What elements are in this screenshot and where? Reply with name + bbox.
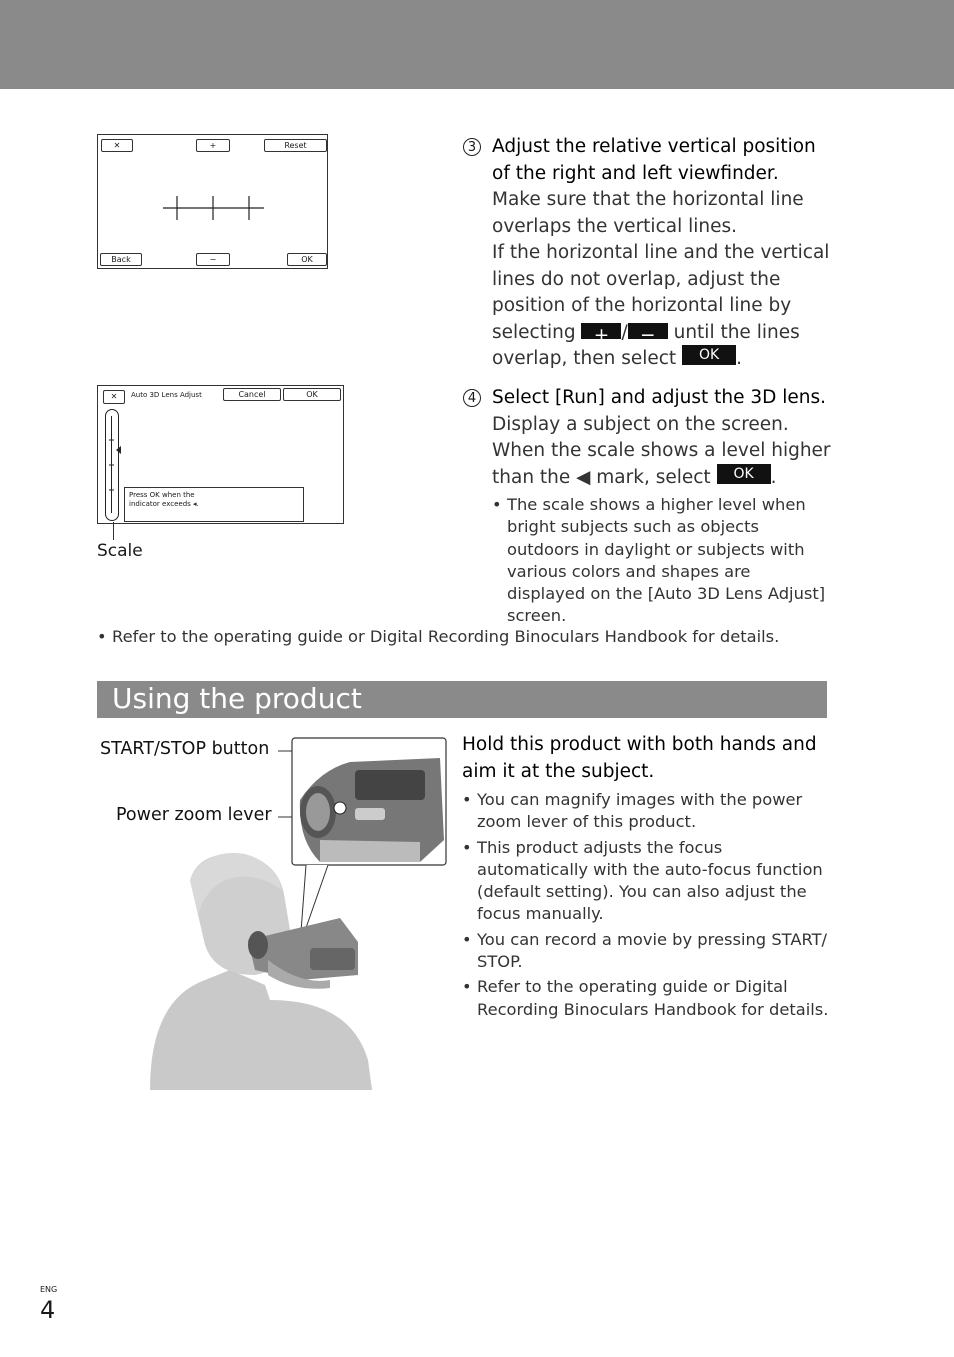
plus-button[interactable]: + [196,139,230,152]
ok-button[interactable]: OK [287,253,327,266]
reference-note: • Refer to the operating guide or Digital Recording Binoculars Handbook for details. [97,627,779,646]
step-3 [463,134,833,373]
page-number: 4 [40,1296,56,1324]
cancel-button[interactable]: Cancel [223,388,281,401]
reset-button[interactable]: Reset [264,139,327,152]
minus-button[interactable]: − [196,253,230,266]
step-text [492,240,833,373]
start-stop-callout: START/STOP button [100,739,270,759]
viewfinder-adjust-screen [97,134,328,269]
minus-icon: − [628,323,668,339]
period: . [770,466,777,488]
scale-label: Scale [97,541,143,561]
section-title: Using the product [112,682,362,715]
alignment-lines [98,135,327,268]
close-button[interactable]: ✕ [101,139,133,152]
header-bar [0,0,954,89]
threshold-mark-icon [116,446,122,454]
hold-bullet: • Refer to the operating guide or Digital Recording Binoculars Handbook for details. [462,976,832,1021]
step-text: Make sure that the horizontal line overlaps the vertical lines. [492,189,804,237]
plus-icon: + [581,323,621,339]
hold-bullet: • You can magnify images with the power zoom lever of this product. [462,789,832,834]
instruction-box [124,487,304,522]
hold-bullet: • You can record a movie by pressing START/ STOP. [462,929,832,974]
ok-icon: OK [717,464,771,484]
hold-heading: Hold this product with both hands and aim it at the subject. [462,734,817,782]
step-text-part: If the horizontal line and the vertical lines do not overlap, adjust the position of the horizontal line by selecting [492,242,830,343]
step-heading: Adjust the relative vertical position of the right and left viewfinder. [492,136,816,184]
ok-button[interactable]: OK [283,388,341,401]
hold-bullet: • This product adjusts the focus automatically with the auto-focus function (default setting). You can also adjust the focus manually. [462,837,832,926]
auto-3d-lens-adjust-screen [97,385,344,524]
step-text-part: until the lines overlap, then select [492,321,800,369]
screen-title: Auto 3D Lens Adjust [131,391,202,399]
step-number: 3 [463,138,481,156]
step-4 [463,385,833,628]
ok-icon: OK [682,345,736,365]
message-line: Press OK when the [129,491,195,499]
step-text [492,438,833,491]
power-zoom-callout: Power zoom lever [116,805,272,825]
product-illustration [0,730,460,1090]
hold-instructions [462,732,832,1021]
period: . [736,348,742,369]
step-text-part: When the scale shows a level higher than the ◀ mark, select [492,440,831,488]
close-button[interactable]: ✕ [103,390,125,404]
scale-indicator [105,409,119,521]
step-number: 4 [463,389,481,407]
step-heading: Select [Run] and adjust the 3D lens. [492,387,827,408]
step-text: Display a subject on the screen. [492,413,789,435]
message-line: indicator exceeds ◂. [129,500,199,508]
step-bullet: • The scale shows a higher level when bright subjects such as objects outdoors in daylight or subjects with various colors and shapes are displayed on the [Auto 3D Lens Adjust] screen. [492,494,833,628]
section-header [97,681,827,718]
scale-leader-line [113,522,114,540]
language-code: ENG [40,1285,58,1294]
separator: / [621,321,628,343]
back-button[interactable]: Back [100,253,142,266]
